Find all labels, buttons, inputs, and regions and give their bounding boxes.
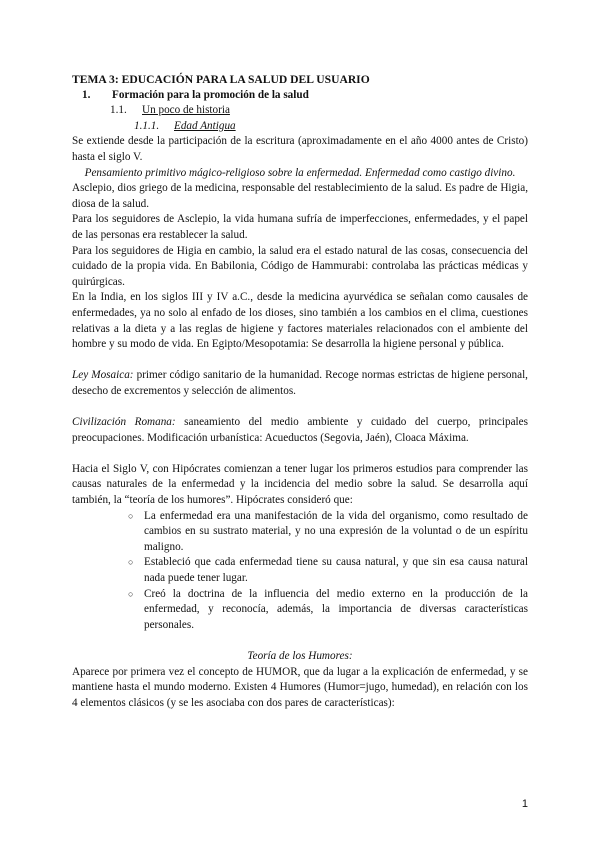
list-item [128, 509, 528, 556]
paragraph-hipocrates: Hacia el Siglo V, con Hipócrates comienzan a tener lugar los primeros estudios para comprender las causas naturales de la enfermedad y la incidencia del medio sobre la salud. Se desarrolla aquí también, la “teoría de los humores”. Hipócrates consideró que: [72, 462, 528, 507]
page-content [72, 72, 528, 711]
spacer [72, 399, 528, 415]
paragraph-humor: Aparece por primera vez el concepto de HUMOR, que da lugar a la explicación de enfermedad, y se mantiene hasta el mundo moderno. Existen 4 Humores (Humor=jugo, humedad), en relación con los 4 elementos clásicos (y se les asociaba con dos pares de características): [72, 665, 528, 709]
paragraph-seguidores-higia: Para los seguidores de Higia en cambio, la salud era el estado natural de las cosas, consecuencia del cuidado de la propia vida. En Babilonia, Código de Hammurabi: controlaba las prácticas médicas y quirúrgicas. [72, 244, 528, 288]
section-heading-1-1-1 [72, 119, 528, 135]
subtitle-humores: Teoría de los Humores: [247, 649, 353, 662]
section-number: 1.1.1. [134, 119, 160, 132]
section-label: Un poco de historia [142, 104, 230, 117]
civilizacion-romana-label: Civilización Romana: [72, 416, 176, 429]
list-item-text: Creó la doctrina de la influencia del medio externo en la producción de la enfermedad, y reconocía, además, la importancia de diversas características personales. [144, 587, 528, 631]
ley-mosaica-text: primer código sanitario de la humanidad. Recoge normas estrictas de higiene personal, desecho de excrementos y selección de alimentos. [72, 369, 528, 397]
paragraph-seguidores-asclepio: Para los seguidores de Asclepio, la vida humana sufría de imperfecciones, enfermedades, y el papel de las personas era restablecer la salud. [72, 213, 528, 241]
bullet-circle-icon: ○ [128, 510, 134, 521]
paragraph-extiende: Se extiende desde la participación de la escritura (aproximadamente en el año 4000 antes de Cristo) hasta el siglo V. [72, 135, 528, 163]
subtitle-pensamiento: Pensamiento primitivo mágico-religioso sobre la enfermedad. Enfermedad como castigo divino. [84, 166, 516, 179]
list-item-text: La enfermedad era una manifestación de la vida del organismo, como resultado de cambios en su sustrato material, y no una expresión de la voluntad o de un espíritu maligno. [144, 509, 528, 553]
spacer [72, 353, 528, 369]
paragraph-civilizacion-romana [72, 415, 528, 446]
section-label: Edad Antigua [174, 119, 236, 132]
list-item-text: Estableció que cada enfermedad tiene su causa natural, y que sin esa causa natural nada puede tener lugar. [144, 556, 528, 584]
document-title: TEMA 3: EDUCACIÓN PARA LA SALUD DEL USUARIO [72, 73, 370, 86]
section-heading-1-1 [72, 103, 528, 119]
paragraph-india: En la India, en los siglos III y IV a.C., desde la medicina ayurvédica se señalan como causales de enfermedades, ya no solo al enfado de los dioses, sino también a los cambios en el clima, cuestiones relativas a la dieta y a las reglas de higiene y factores materiales relacionados con el ambiente del hombre y su modo de vida. En Egipto/Mesopotamia: Se desarrolla la higiene personal y pública. [72, 291, 528, 351]
list-item [128, 587, 528, 634]
hipocrates-bullet-list [72, 509, 528, 634]
spacer [72, 446, 528, 462]
bullet-circle-icon: ○ [128, 588, 134, 599]
paragraph-asclepio: Asclepio, dios griego de la medicina, responsable del restablecimiento de la salud. Es padre de Higia, diosa de la salud. [72, 182, 528, 210]
section-heading-1 [72, 88, 528, 104]
civilizacion-romana-text: saneamiento del medio ambiente y cuidado del cuerpo, principales preocupaciones. Modificación urbanística: Acueductos (Segovia, Jaén), Cloaca Máxima. [72, 416, 528, 444]
section-number: 1. [82, 88, 91, 101]
section-label: Formación para la promoción de la salud [112, 88, 309, 101]
section-number: 1.1. [110, 104, 127, 117]
bullet-circle-icon: ○ [128, 557, 134, 568]
spacer [72, 633, 528, 649]
paragraph-ley-mosaica [72, 368, 528, 399]
page-number: 1 [521, 798, 528, 810]
ley-mosaica-label: Ley Mosaica: [72, 369, 134, 382]
list-item [128, 555, 528, 586]
